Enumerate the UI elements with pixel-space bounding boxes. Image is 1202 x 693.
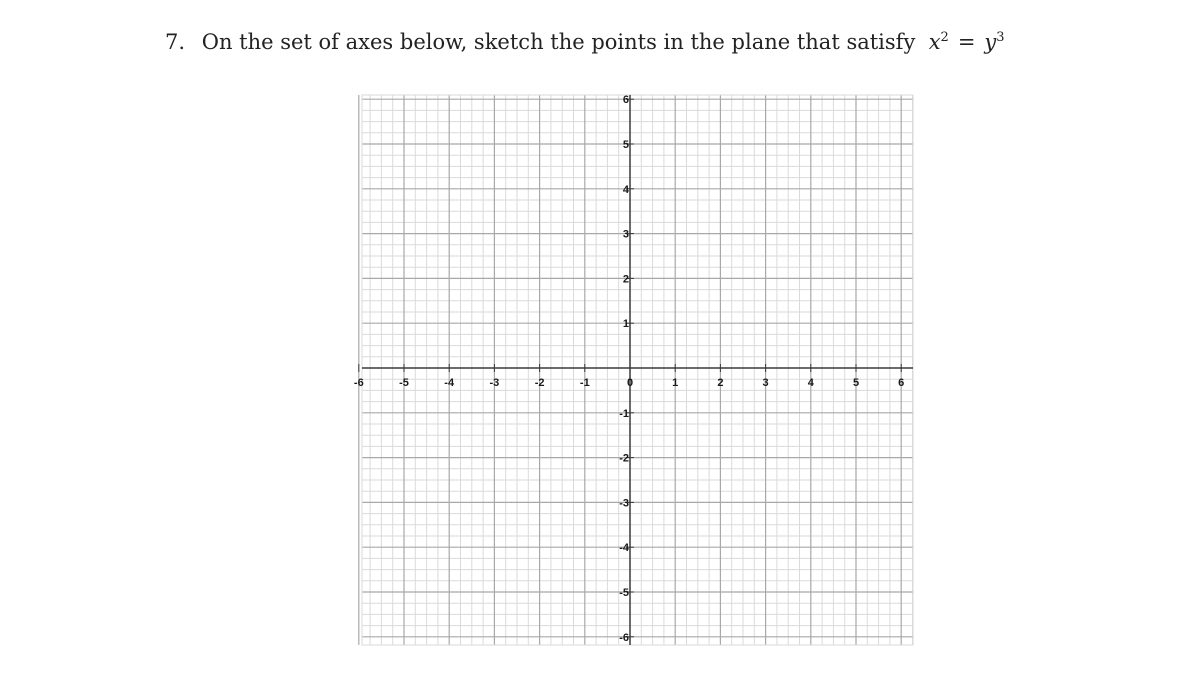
y-tick-label: -2 bbox=[619, 452, 629, 465]
minor-grid-lines bbox=[362, 95, 913, 645]
equation-equals: = bbox=[957, 30, 976, 54]
x-tick-label: -3 bbox=[489, 377, 500, 389]
question-number: 7. bbox=[165, 30, 186, 54]
y-tick-label: 5 bbox=[622, 139, 629, 151]
x-tick-label: 1 bbox=[672, 377, 679, 389]
x-tick-label: -6 bbox=[353, 377, 364, 389]
x-tick-label: -2 bbox=[534, 377, 545, 389]
x-tick-label: 3 bbox=[762, 377, 769, 389]
y-tick-label: 4 bbox=[622, 183, 629, 196]
y-tick-label: -3 bbox=[619, 497, 629, 510]
equation-rhs-exponent: 3 bbox=[996, 30, 1005, 45]
y-tick-label: -5 bbox=[619, 587, 629, 599]
y-tick-label: -4 bbox=[619, 542, 629, 555]
equation-lhs-var: x bbox=[928, 30, 941, 54]
x-tick-label: 4 bbox=[807, 377, 814, 389]
y-tick-label: -6 bbox=[619, 631, 629, 644]
y-tick-label: 1 bbox=[622, 318, 629, 331]
x-tick-label: -5 bbox=[399, 377, 409, 389]
x-tick-label: 0 bbox=[626, 377, 634, 389]
question-prompt: On the set of axes below, sketch the points in the plane that satisfy bbox=[201, 30, 916, 54]
x-tick-label: -4 bbox=[444, 377, 455, 389]
x-tick-label: 6 bbox=[898, 377, 905, 389]
y-tick-label: -1 bbox=[619, 407, 629, 420]
x-tick-label: 5 bbox=[852, 377, 860, 389]
x-tick-label: -1 bbox=[579, 377, 590, 389]
equation-lhs-exponent: 2 bbox=[940, 30, 949, 45]
y-tick-label: 3 bbox=[622, 228, 629, 241]
y-tick-label: 6 bbox=[622, 94, 629, 107]
y-tick-label: 2 bbox=[622, 273, 629, 286]
x-tick-label: 2 bbox=[717, 377, 724, 389]
equation-rhs-var: y bbox=[984, 30, 997, 54]
